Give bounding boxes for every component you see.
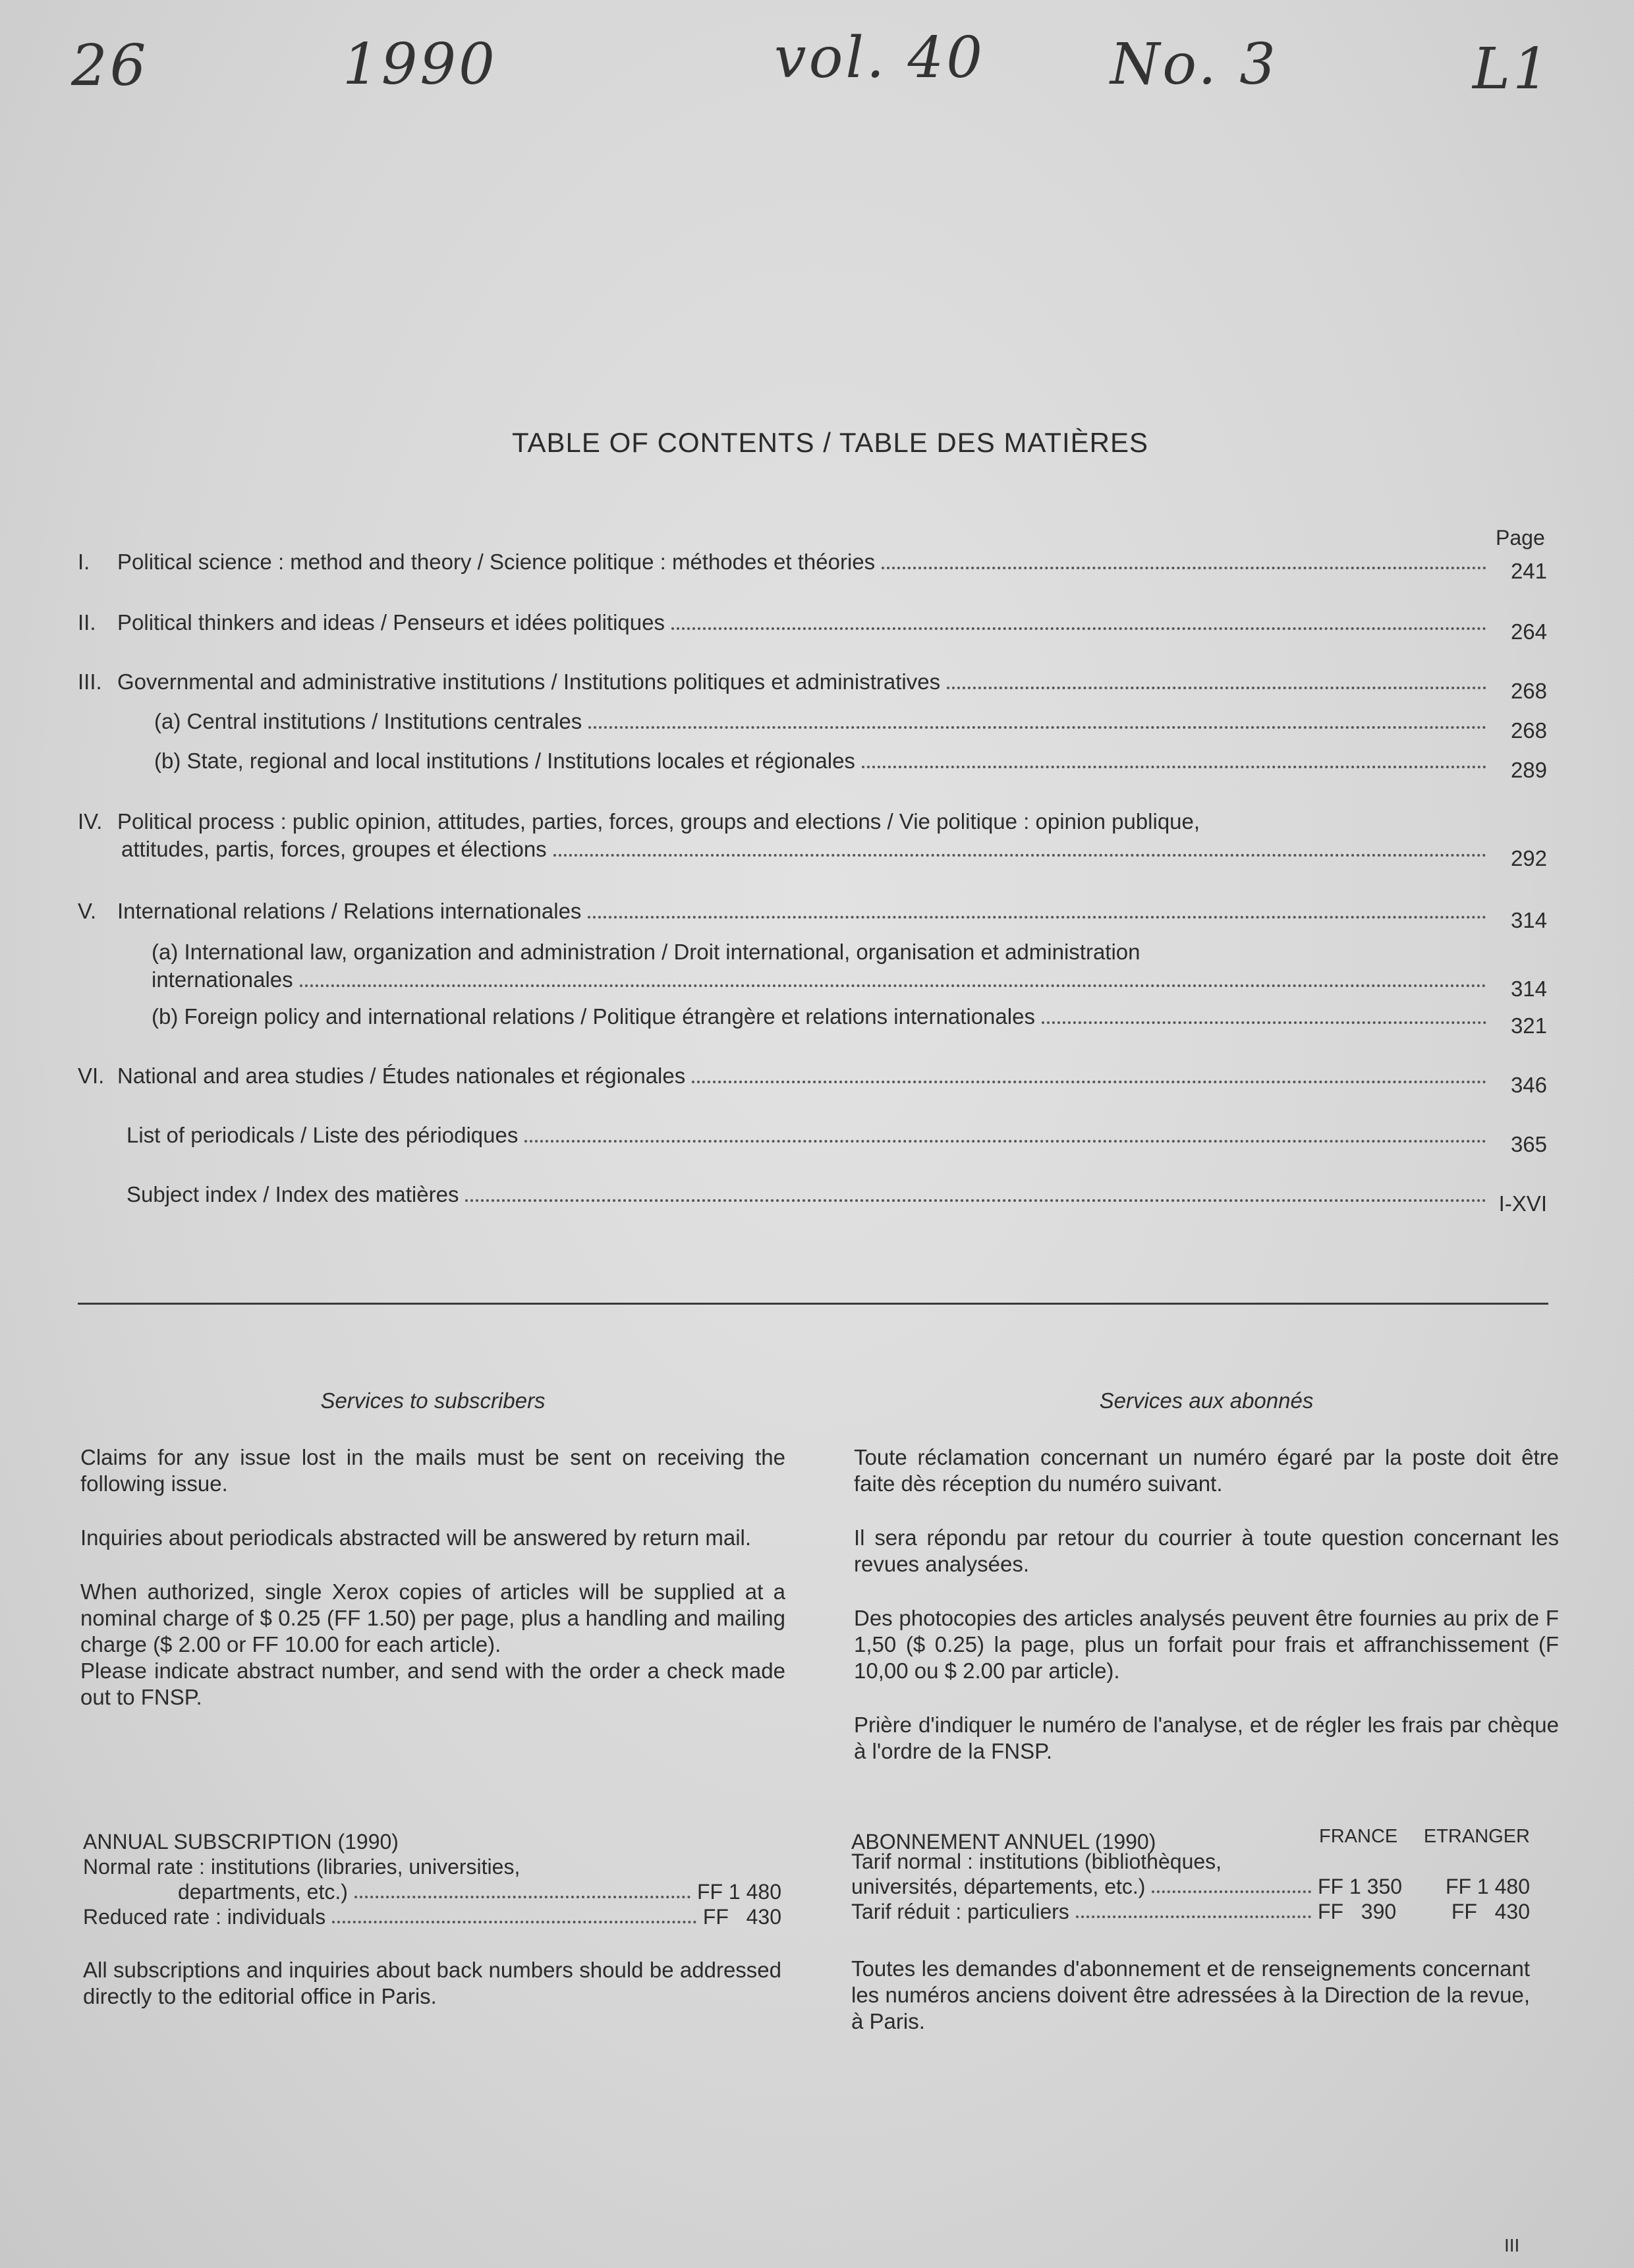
services-heading: Services aux abonnés <box>1099 1388 1314 1413</box>
toc-entry-text: (a) Central institutions / Institutions centrales <box>154 709 582 733</box>
toc-entry <box>78 609 1547 644</box>
toc-entry <box>78 1062 1547 1097</box>
toc-entry-page: 314 <box>1510 977 1547 1001</box>
toc-entry-text: (b) Foreign policy and international relations / Politique étrangère et relations internationales <box>152 1004 1035 1029</box>
subscription-reduced-label: Reduced rate : individuals <box>83 1905 326 1929</box>
toc-entry <box>78 897 1547 932</box>
toc-subentry <box>152 1003 1547 1038</box>
toc-entry-page: 241 <box>1510 559 1547 583</box>
toc-subentry <box>154 708 1547 743</box>
subscription-reduced-etranger: FF 430 <box>1451 1900 1530 1923</box>
toc-entry-number: III. <box>78 669 102 694</box>
toc-entry-page: 321 <box>1510 1013 1547 1038</box>
toc-entry-text: List of periodicals / Liste des périodiques <box>127 1123 519 1147</box>
subscription-normal-label-continued: departments, etc.) <box>178 1880 348 1904</box>
services-paragraph: Prière d'indiquer le numéro de l'analyse, et de régler les frais par chèque à l'ordre de la FNSP. <box>854 1713 1559 1763</box>
toc-entry-text: (b) State, regional and local institutions / Institutions locales et régionales <box>154 749 855 773</box>
toc-entry-text: Political thinkers and ideas / Penseurs et idées politiques <box>117 610 665 635</box>
handwritten-year: 1990 <box>343 32 497 98</box>
toc-title: TABLE OF CONTENTS / TABLE DES MATIÈRES <box>511 427 1149 458</box>
page-number: III <box>1504 2235 1520 2255</box>
toc-entry-text: Governmental and administrative institutions / Institutions politiques et administratives <box>117 669 941 694</box>
subscription-title: ANNUAL SUBSCRIPTION (1990) <box>83 1830 399 1854</box>
toc-entry <box>127 1181 1547 1216</box>
toc-subentry <box>152 938 1547 1001</box>
subscription-reduced-price: FF 430 <box>702 1905 781 1929</box>
services-paragraph: When authorized, single Xerox copies of articles will be supplied at a nominal charge of $ 0.25 (FF 1.50) per page, plus a handling and mailing charge ($ 2.00 or FF 10.00 for each article). <box>80 1579 785 1657</box>
subscription-english <box>83 1829 781 2010</box>
toc-entry-page: I-XVI <box>1498 1191 1547 1216</box>
toc-entry-page: 268 <box>1510 718 1547 743</box>
subscription-normal-label-continued: universités, départements, etc.) <box>851 1875 1146 1898</box>
subscription-note: Toutes les demandes d'abonnement et de renseignements concernant les numéros anciens doivent être adressées à la Direction de la revue, à Paris. <box>851 1956 1530 2033</box>
subscription-normal-price: FF 1 480 <box>696 1880 781 1904</box>
services-paragraph: Inquiries about periodicals abstracted will be answered by return mail. <box>80 1525 752 1550</box>
toc-subentry <box>154 747 1547 782</box>
subscription-reduced-france: FF 390 <box>1318 1900 1397 1923</box>
toc-entry-text: National and area studies / Études nationales et régionales <box>117 1063 686 1088</box>
toc-entry-text: Political process : public opinion, attitudes, parties, forces, groups and elections / Vie politique : opinion publique, <box>117 809 1200 834</box>
toc-entry <box>78 808 1547 870</box>
toc-entry-text: (a) International law, organization and administration / Droit international, organisation et administration <box>152 940 1141 964</box>
toc-entry-number: I. <box>78 550 90 574</box>
handwritten-number: 26 <box>71 33 149 99</box>
subscription-normal-france: FF 1 350 <box>1318 1875 1403 1898</box>
services-paragraph: Please indicate abstract number, and send with the order a check made out to FNSP. <box>80 1658 785 1709</box>
toc-entry-text-continued: internationales <box>152 967 293 992</box>
services-french <box>854 1388 1559 1792</box>
toc-entry-number: V. <box>78 899 97 923</box>
handwritten-volume: vol. 40 <box>774 25 985 91</box>
toc-page-header: Page <box>1496 526 1545 550</box>
services-paragraph: Toute réclamation concernant un numéro égaré par la poste doit être faite dès réception du numéro suivant. <box>854 1445 1559 1496</box>
toc-entry-number: II. <box>78 610 96 635</box>
subscription-french <box>851 1824 1530 2035</box>
handwritten-issue: No. 3 <box>1110 32 1278 98</box>
subscription-note: All subscriptions and inquiries about back numbers should be addressed directly to the editorial office in Paris. <box>83 1958 781 2008</box>
handwritten-code: L1 <box>1473 36 1552 102</box>
horizontal-rule <box>78 1303 1548 1305</box>
toc-entry-text-continued: attitudes, partis, forces, groupes et élections <box>121 837 547 861</box>
toc-entry-page: 264 <box>1510 619 1547 644</box>
toc-entry <box>127 1121 1547 1156</box>
services-heading: Services to subscribers <box>320 1388 546 1413</box>
services-paragraph: Des photocopies des articles analysés peuvent être fournies au prix de F 1,50 ($ 0.25) la page, plus un forfait pour frais et affranchissement (F 10,00 ou $ 2.00 par article). <box>854 1606 1559 1683</box>
toc-entry-text: Political science : method and theory / Science politique : méthodes et théories <box>117 550 876 574</box>
subscription-title: ABONNEMENT ANNUEL (1990) <box>851 1830 1156 1854</box>
services-paragraph: Il sera répondu par retour du courrier à toute question concernant les revues analysées. <box>854 1525 1559 1576</box>
toc-entry-page: 365 <box>1510 1132 1547 1156</box>
toc-entry <box>78 548 1547 583</box>
toc-entry-page: 292 <box>1510 846 1547 870</box>
toc-entry-number: IV. <box>78 809 103 834</box>
toc-entry-page: 314 <box>1510 908 1547 932</box>
toc-entry-text: Subject index / Index des matières <box>127 1182 459 1206</box>
subscription-reduced-label: Tarif réduit : particuliers <box>851 1900 1069 1923</box>
toc-entry <box>78 668 1547 703</box>
col-etranger-header: ETRANGER <box>1423 1826 1530 1847</box>
toc-entry-number: VI. <box>78 1063 105 1088</box>
toc-entry-page: 268 <box>1510 679 1547 703</box>
toc-entry-text: International relations / Relations internationales <box>117 899 582 923</box>
subscription-normal-etranger: FF 1 480 <box>1445 1875 1530 1898</box>
toc-entry-page: 346 <box>1510 1073 1547 1097</box>
subscription-normal-label: Normal rate : institutions (libraries, universities, <box>83 1855 521 1879</box>
col-france-header: FRANCE <box>1319 1826 1398 1847</box>
services-english <box>80 1388 785 1738</box>
toc-entry-page: 289 <box>1510 758 1547 782</box>
services-paragraph: Claims for any issue lost in the mails must be sent on receiving the following issue. <box>80 1445 785 1496</box>
subscription-normal-label: Tarif normal : institutions (bibliothèques, <box>851 1850 1222 1873</box>
